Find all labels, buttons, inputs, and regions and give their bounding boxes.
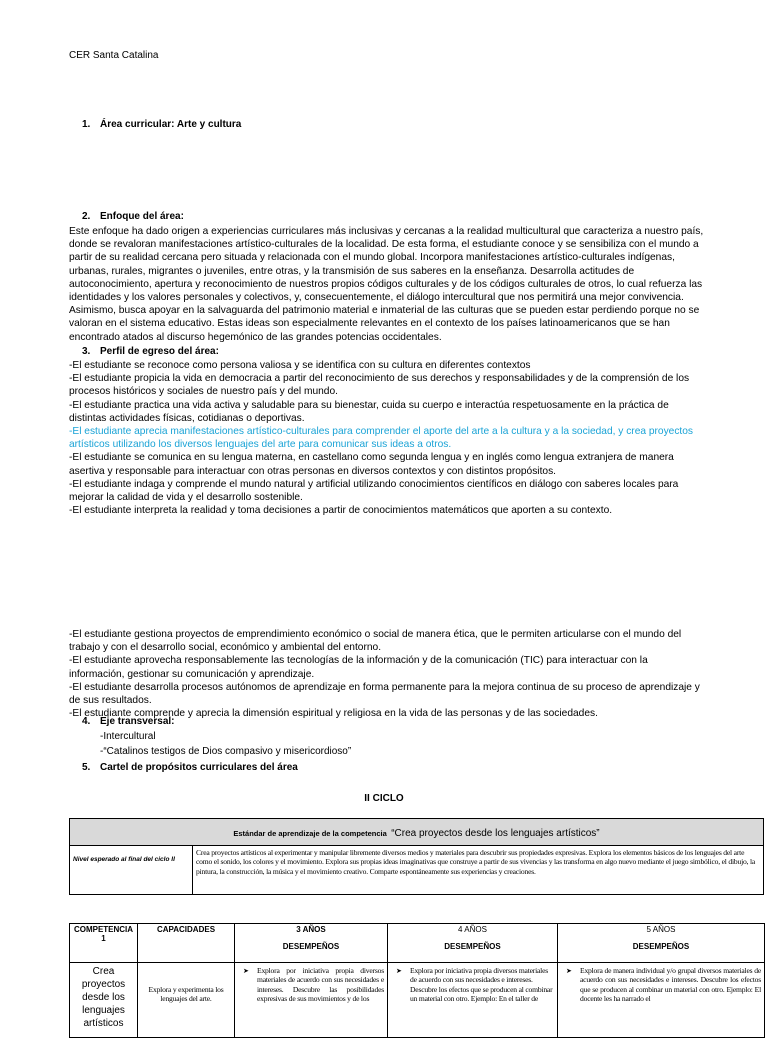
perfil-line: -El estudiante aprovecha responsablemente las tecnologías de la información y de la comunicación (TIC) para interactuar con la	[69, 655, 648, 667]
perfil-line-highlight: -El estudiante aprecia manifestaciones artístico-culturales para comprender el aporte del arte a la cultura y a la sociedad, y crea proyectos	[69, 426, 694, 438]
nivel-label: Nivel esperado al final del ciclo II	[73, 856, 175, 863]
perfil-line: -El estudiante propicia la vida en democracia a partir del reconocimiento de sus derechos y responsabilidades y de la comprensión de los	[69, 373, 690, 385]
enfoque-paragraph	[69, 225, 703, 344]
ciclo-title: II CICLO	[364, 793, 404, 804]
perfil-line: -El estudiante gestiona proyectos de emprendimiento económico o social de manera ética, que le permiten articularse con el mundo del	[69, 629, 682, 640]
competencia-header-row	[70, 924, 765, 963]
perfil-line: -El estudiante comprende y aprecia la dimensión espiritual y religiosa en la vida de las personas y de las sociedades.	[69, 708, 598, 720]
arrow-bullet-icon: ➤	[243, 968, 249, 975]
perfil-line: información, gestionar su comunicación y aprendizaje.	[69, 668, 315, 680]
header-5-anos-label: 5 AÑOS	[646, 925, 676, 934]
desempeno-4-text: Explora por iniciativa propia diversos materiales de acuerdo con sus necesidades e intereses. Descubre los efectos que se producen al combinar un material con otro. Ejemplo: En el taller de	[410, 966, 553, 1004]
perfil-line: mejorar la calidad de vida y el desarrollo sostenible.	[69, 492, 303, 504]
section-4-number: 4.	[82, 716, 91, 727]
competencia-body-row	[70, 963, 765, 1038]
enfoque-line: autoconocimiento, apertura y reconocimiento de nuestros propios códigos culturales y de los códigos culturales de otros, lo cual refuerza las	[69, 278, 703, 290]
competencia-table	[69, 923, 765, 1038]
enfoque-line: encontrado atados al discurso hegemónico de las grandes potencias occidentales.	[69, 331, 442, 343]
section-5-title: Cartel de propósitos curriculares del área	[100, 762, 298, 773]
perfil-line: -El estudiante interpreta la realidad y toma decisiones a partir de conocimientos matemáticos que aporten a su contexto.	[69, 505, 613, 517]
perfil-line: trabajo y con el desarrollo social, económico y ambiental del entorno.	[69, 642, 382, 654]
desempeno-5-cell	[558, 963, 765, 1038]
section-4-title: Eje transversal:	[100, 716, 175, 727]
desempeno-3-text: Explora por iniciativa propia diversos materiales de acuerdo con sus necesidades e intereses. Descubre las posibilidades expresivas de sus movimientos y de los	[257, 966, 384, 1004]
estandar-table	[69, 818, 764, 895]
competencia-cell: Crea proyectos desde los lenguajes artísticos	[70, 963, 138, 1038]
eje-item: -Intercultural	[100, 731, 156, 742]
school-name: CER Santa Catalina	[69, 50, 159, 61]
desempeno-4-cell	[388, 963, 558, 1038]
estandar-body-row	[70, 846, 764, 895]
header-4-anos	[388, 924, 558, 963]
eje-item: -“Catalinos testigos de Dios compasivo y misericordioso”	[100, 746, 352, 757]
header-desempenos: DESEMPEÑOS	[282, 942, 340, 951]
section-2-number: 2.	[82, 211, 91, 222]
desempeno-3-cell	[235, 963, 388, 1038]
arrow-bullet-icon: ➤	[566, 968, 572, 975]
perfil-line: -El estudiante desarrolla procesos autónomos de aprendizaje en forma permanente para la mejora continua de su proceso de aprendizaje y	[69, 681, 700, 693]
enfoque-line: Asimismo, busca apoyar en la salvaguarda del patrimonio material e inmaterial de las culturas que se pueden estar perdiendo porque no se	[69, 305, 700, 317]
header-3-anos-label: 3 AÑOS	[296, 925, 326, 934]
arrow-bullet-icon: ➤	[396, 968, 402, 975]
enfoque-line: identidades y los valores personales y colectivos, y, consecuentemente, el diálogo intercultural que nos permitirá una mejor convivencia.	[69, 292, 684, 304]
enfoque-line: urbanas, rurales, migrantes o juveniles, entre otras, y la transmisión de sus saberes en la enseñanza. Desarrolla actitudes de	[69, 265, 635, 277]
enfoque-line: donde se revaloran manifestaciones artístico-culturales de la localidad. De esta forma, el estudiante conoce y se sensibiliza con el mundo a	[69, 239, 699, 251]
header-3-anos	[235, 924, 388, 963]
header-desempenos: DESEMPEÑOS	[632, 942, 690, 951]
capacidad-cell	[138, 963, 235, 1038]
nivel-label-cell	[70, 846, 193, 895]
header-5-anos	[558, 924, 765, 963]
nivel-text: Crea proyectos artísticos al experimentar y manipular libremente diversos medios y materiales para descubrir sus propiedades expresivas. Explora los elementos básicos de los lenguajes del arte como el sonido, los colores y el movimiento. Explora sus propias ideas imaginativas que construye a partir de sus vivencias y las transforma en algo nuevo mediante el juego simbólico, el dibujo, la pintura, la construcción, la música y el movimiento creativo. Comparte espontáneamente sus experiencias y creaciones.	[196, 848, 756, 876]
header-competencia: COMPETENCIA 1	[70, 924, 138, 963]
desempeno-5-text: Explora de manera individual y/o grupal diversos materiales de acuerdo con sus necesidades e intereses. Descubre los efectos que se producen al combinar un material con otro. Ejemplo: El docente les ha narrado el	[580, 966, 761, 1004]
perfil-line: asertiva y responsable para interactuar con otras personas en diversos contextos y con distintos propósitos.	[69, 465, 556, 477]
section-3-number: 3.	[82, 346, 91, 357]
enfoque-line: partir de su realidad cercana pero situada y relacionada con el mundo global. Incorpora manifestaciones artístico-culturales indígenas,	[69, 252, 675, 264]
perfil-line: -El estudiante practica una vida activa y saludable para su bienestar, cuida su cuerpo e interactúa respetuosamente en la práctica de	[69, 399, 669, 411]
nivel-text-cell	[193, 846, 764, 895]
section-2-title: Enfoque del área:	[100, 211, 184, 222]
estandar-label: Estándar de aprendizaje de la competencia	[233, 829, 387, 838]
estandar-header-cell	[70, 819, 764, 846]
header-desempenos: DESEMPEÑOS	[444, 942, 501, 951]
section-1-number: 1.	[82, 119, 91, 130]
header-capacidades: CAPACIDADES	[138, 924, 235, 963]
estandar-header-row	[70, 819, 764, 846]
estandar-competencia: “Crea proyectos desde los lenguajes artísticos”	[391, 828, 600, 839]
section-5-number: 5.	[82, 762, 91, 773]
header-4-anos-label: 4 AÑOS	[458, 925, 487, 934]
perfil-line: -El estudiante indaga y comprende el mundo natural y artificial utilizando conocimientos científicos en diálogo con saberes locales para	[69, 478, 679, 490]
perfil-line: distintas actividades físicas, cotidianas o deportivas.	[69, 412, 305, 424]
perfil-line-highlight: artísticos utilizando los diversos lenguajes del arte para comunicar sus ideas a otros.	[69, 439, 452, 451]
capacidad-text: Explora y experimenta los lenguajes del arte.	[148, 985, 224, 1004]
section-3-title: Perfil de egreso del área:	[100, 346, 219, 357]
perfil-line: de sus resultados.	[69, 695, 152, 707]
perfil-line: -El estudiante se comunica en su lengua materna, en castellano como segunda lengua y en inglés como lengua extranjera de manera	[69, 452, 674, 464]
perfil-line: procesos históricos y sociales de nuestro país y del mundo.	[69, 386, 338, 398]
perfil-paragraph-c	[69, 628, 700, 720]
perfil-paragraph-a	[69, 359, 693, 517]
section-1-title: Área curricular: Arte y cultura	[100, 119, 242, 130]
enfoque-line: valoran en el sistema educativo. Estas ideas son especialmente relevantes en el contexto de los países latinoamericanos que se han	[69, 318, 670, 330]
enfoque-line: Este enfoque ha dado origen a experiencias curriculares más inclusivas y cercanas a la realidad multicultural que caracteriza a nuestro país,	[69, 226, 704, 237]
perfil-line: -El estudiante se reconoce como persona valiosa y se identifica con su cultura en diferentes contextos	[69, 360, 531, 371]
